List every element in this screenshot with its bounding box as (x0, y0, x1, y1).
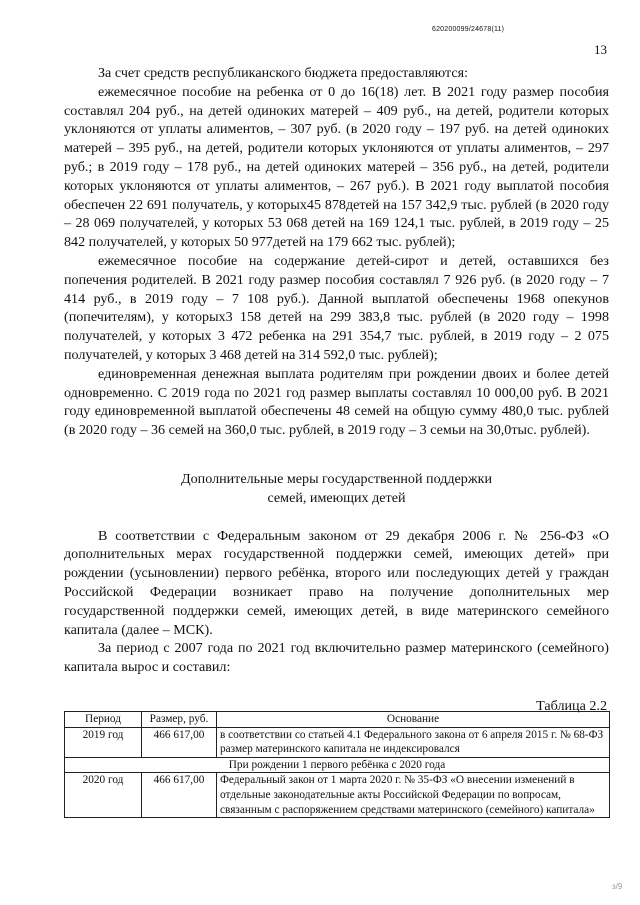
page-number: 13 (594, 42, 607, 57)
paragraph-capital-growth: За период с 2007 года по 2021 год включительно размер материнского (семейного) капитала вырос и составил: (64, 640, 609, 676)
cell-section: При рождении 1 первого ребёнка с 2020 года (65, 757, 610, 773)
header-basis: Основание (217, 712, 610, 728)
paragraph-twins-payment: единовременная денежная выплата родителям при рождении двоих и более детей одновременно. С 2019 года по 2021 год размер выплаты составлял 10 000,00 руб. В 2021 году единовременной выплатой обеспечены 48 семей на общую сумму 480,0 тыс. рублей (в 2020 году – 36 семей на 360,0 тыс. рублей, в 2019 году – 3 семьи на 30,0тыс. рублей). (64, 365, 609, 439)
table-row (65, 773, 610, 818)
corner-mark: з/9 (612, 882, 623, 891)
cell-period: 2019 год (65, 727, 142, 757)
document-id: 620200099/24678(11) (432, 26, 505, 33)
section-heading (64, 470, 609, 508)
cell-basis: Федеральный закон от 1 марта 2020 г. № 35-ФЗ «О внесении изменений в отдельные законодательные акты Российской Федерации по вопросам, связанным с распоряжением средствами материнского (семейного) капитала» (217, 773, 610, 818)
cell-period: 2020 год (65, 773, 142, 818)
cell-amount: 466 617,00 (142, 773, 217, 818)
document-body (64, 64, 609, 716)
paragraph-orphan-allowance: ежемесячное пособие на содержание детей-сирот и детей, оставшихся без попечения родителей. В 2021 году размер пособия составлял 7 926 руб. (в 2020 году – 7 414 руб., в 2019 году – 7 108 руб.). Данной выплатой обеспечены 1968 опекунов (попечителям), у которых3 158 детей на 299 383,8 тыс. рублей (в 2020 году – 1998 получателей, у которых 3 472 ребенка на 291 354,7 тыс. рублей, в 2019 году – 2 075 получателей, у которых 3 468 детей на 314 592,0 тыс. рублей); (64, 252, 609, 363)
maternity-capital-table (64, 711, 610, 818)
paragraph-child-allowance: ежемесячное пособие на ребенка от 0 до 16(18) лет. В 2021 году размер пособия составлял 204 руб., на детей одиноких матерей – 409 руб., на детей, родители которых уклоняются от уплаты алиментов, – 307 руб. (в 2020 году – 197 руб. на детей одиноких матерей – 395 руб., на детей, родители которых уклоняются от уплаты алиментов, – 297 руб.; в 2019 году – 178 руб., на детей одиноких матерей – 356 руб., на детей, родители которых уклоняются от уплаты алиментов, – 267 руб.). В 2021 году выплатой пособия обеспечен 22 691 получатель, у которых45 878детей на 157 342,9 тыс. рублей (в 2020 году – 28 069 получателей, у которых 53 068 детей на 169 124,1 тыс. рублей, в 2019 году – 25 842 получателей, у которых 50 977детей на 179 662 тыс. рублей); (64, 83, 609, 251)
paragraph-intro: За счет средств республиканского бюджета предоставляются: (98, 65, 469, 81)
cell-amount: 466 617,00 (142, 727, 217, 757)
table-section-row (65, 757, 610, 773)
table-row (65, 727, 610, 757)
paragraph-federal-law: В соответствии с Федеральным законом от 29 декабря 2006 г. № 256-ФЗ «О дополнительных мерах государственной поддержки семей, имеющих детей» при рождении (усыновлении) первого ребёнка, второго или последующих детей у граждан Российской Федерации возникает право на получение дополнительных мер государственной поддержки семей, имеющих детей, в виде материнского семейного капитала (далее – МСК). (64, 527, 609, 638)
cell-basis: в соответствии со статьей 4.1 Федерального закона от 6 апреля 2015 г. № 68-ФЗ размер материнского капитала не индексировался (217, 727, 610, 757)
section-heading-line-1: Дополнительные меры государственной поддержки (181, 470, 492, 487)
table-header-row (65, 712, 610, 728)
header-period: Период (65, 712, 142, 728)
table-label: Таблица 2.2 (536, 697, 607, 714)
section-heading-line-2: семей, имеющих детей (267, 489, 406, 506)
header-amount: Размер, руб. (142, 712, 217, 728)
